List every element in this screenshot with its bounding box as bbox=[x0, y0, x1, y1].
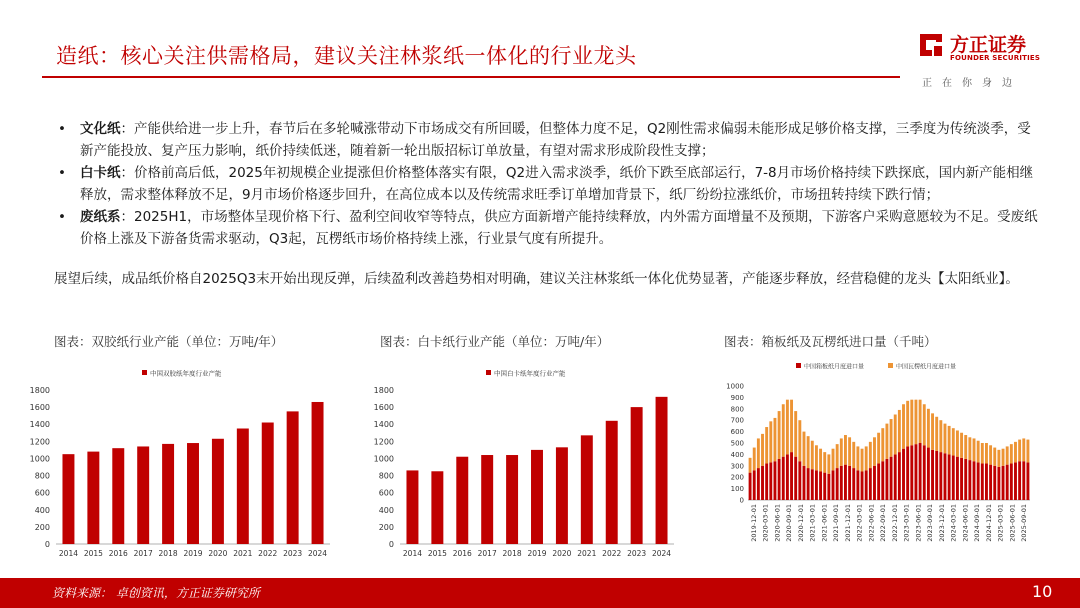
bar-corrugated-46 bbox=[939, 420, 942, 452]
bar-boxboard-32 bbox=[881, 461, 884, 500]
x-tick-label: 2022-06-01 bbox=[867, 504, 876, 542]
bar-corrugated-56 bbox=[981, 443, 984, 464]
x-tick-label: 2022-12-01 bbox=[890, 504, 899, 542]
chart-baikazhi-capacity bbox=[366, 352, 686, 568]
bar-corrugated-23 bbox=[844, 435, 847, 465]
y-tick-label: 1600 bbox=[29, 403, 50, 413]
y-tick-label: 800 bbox=[378, 471, 394, 481]
bar-boxboard-13 bbox=[803, 466, 806, 500]
y-tick-label: 1000 bbox=[29, 454, 50, 464]
bar-2014 bbox=[62, 454, 74, 544]
y-tick-label: 1800 bbox=[29, 386, 50, 395]
bar-corrugated-55 bbox=[977, 441, 980, 463]
chart-containerboard-imports bbox=[716, 352, 1036, 568]
y-tick-label: 300 bbox=[730, 462, 744, 471]
bar-2021 bbox=[237, 429, 249, 545]
bar-corrugated-14 bbox=[807, 436, 810, 468]
x-tick-label: 2020-09-01 bbox=[785, 504, 794, 542]
legend-swatch bbox=[888, 363, 893, 368]
bar-corrugated-44 bbox=[931, 413, 934, 449]
bar-corrugated-53 bbox=[968, 437, 971, 460]
bar-boxboard-4 bbox=[765, 464, 768, 500]
y-tick-label: 1200 bbox=[373, 437, 394, 447]
bullet-label: 废纸系 bbox=[80, 209, 121, 225]
bar-2015 bbox=[87, 452, 99, 544]
x-tick-label: 2019 bbox=[183, 549, 203, 558]
figure-caption-2: 图表：白卡纸行业产能（单位：万吨/年） bbox=[380, 334, 610, 349]
y-tick-label: 0 bbox=[44, 540, 50, 549]
y-tick-label: 200 bbox=[378, 522, 394, 532]
bar-2023 bbox=[287, 411, 299, 544]
bullet-baikazhi bbox=[54, 162, 1044, 206]
bar-corrugated-37 bbox=[902, 404, 905, 448]
x-tick-label: 2017 bbox=[133, 549, 153, 558]
bar-boxboard-37 bbox=[902, 449, 905, 500]
page-title: 造纸：核心关注供需格局，建议关注林浆纸一体化的行业龙头 bbox=[56, 44, 637, 68]
bar-2024 bbox=[312, 402, 324, 544]
bullet-text: 2025H1，市场整体呈现价格下行、盈利空间收窄等特点，供应方面新增产能持续释放，内外需方面增量不及预期，下游客户采购意愿较为不足。受废纸价格上涨及下游备货需求驱动，Q3起，瓦楞纸市场价格持续上涨，行业景气度有所提升。 bbox=[80, 209, 1038, 247]
bar-corrugated-13 bbox=[803, 432, 806, 466]
y-tick-label: 400 bbox=[34, 505, 50, 515]
bar-corrugated-18 bbox=[823, 452, 826, 473]
y-tick-label: 0 bbox=[739, 496, 744, 505]
x-tick-label: 2022-03-01 bbox=[855, 504, 864, 542]
x-tick-label: 2016 bbox=[108, 549, 128, 558]
bullet-sep: ： bbox=[120, 209, 134, 225]
bar-corrugated-21 bbox=[836, 444, 839, 468]
x-tick-label: 2017 bbox=[477, 549, 497, 558]
bar-corrugated-66 bbox=[1022, 438, 1025, 461]
bar-boxboard-14 bbox=[807, 468, 810, 500]
bar-corrugated-3 bbox=[761, 434, 764, 466]
bar-boxboard-16 bbox=[815, 470, 818, 500]
y-tick-label: 100 bbox=[730, 485, 744, 494]
bar-corrugated-29 bbox=[869, 442, 872, 468]
y-tick-label: 1000 bbox=[373, 454, 394, 464]
bar-corrugated-27 bbox=[861, 449, 864, 472]
x-tick-label: 2024 bbox=[307, 549, 328, 558]
y-tick-label: 600 bbox=[730, 428, 744, 437]
bar-boxboard-7 bbox=[778, 459, 781, 500]
legend-swatch bbox=[796, 363, 801, 368]
bar-boxboard-44 bbox=[931, 450, 934, 500]
x-tick-label: 2023-12-01 bbox=[937, 504, 946, 542]
bar-boxboard-42 bbox=[923, 445, 926, 500]
bullet-sep: ： bbox=[120, 121, 134, 137]
bar-corrugated-8 bbox=[782, 404, 785, 456]
bar-boxboard-39 bbox=[910, 445, 913, 500]
x-tick-label: 2025-03-01 bbox=[996, 504, 1005, 542]
x-tick-label: 2021-06-01 bbox=[820, 504, 829, 542]
bar-corrugated-61 bbox=[1002, 449, 1005, 466]
x-tick-label: 2014 bbox=[402, 549, 423, 558]
bar-2024 bbox=[656, 397, 668, 544]
bar-boxboard-19 bbox=[827, 474, 830, 500]
x-tick-label: 2020 bbox=[208, 549, 228, 558]
bar-corrugated-17 bbox=[819, 449, 822, 472]
title-rule bbox=[42, 76, 900, 78]
bar-boxboard-50 bbox=[956, 457, 959, 500]
x-tick-label: 2025-06-01 bbox=[1008, 504, 1017, 542]
bar-boxboard-23 bbox=[844, 465, 847, 500]
bar-2017 bbox=[137, 446, 149, 544]
x-tick-label: 2020-12-01 bbox=[796, 504, 805, 542]
bar-boxboard-21 bbox=[836, 468, 839, 500]
bullet-dot: • bbox=[58, 121, 66, 137]
bar-boxboard-41 bbox=[919, 443, 922, 500]
y-tick-label: 400 bbox=[378, 505, 394, 515]
figure-caption-3: 图表：箱板纸及瓦楞纸进口量（千吨） bbox=[724, 334, 937, 349]
x-tick-label: 2023-06-01 bbox=[914, 504, 923, 542]
x-tick-label: 2023-03-01 bbox=[902, 504, 911, 542]
x-tick-label: 2024-06-01 bbox=[961, 504, 970, 542]
bar-boxboard-62 bbox=[1006, 465, 1009, 500]
bar-2015 bbox=[431, 471, 443, 544]
x-tick-label: 2020-06-01 bbox=[773, 504, 782, 542]
bar-corrugated-15 bbox=[811, 441, 814, 470]
bar-corrugated-1 bbox=[753, 448, 756, 471]
bar-boxboard-33 bbox=[885, 459, 888, 500]
bar-corrugated-65 bbox=[1018, 440, 1021, 462]
bar-2023 bbox=[631, 407, 643, 544]
x-tick-label: 2019-12-01 bbox=[749, 504, 758, 542]
x-tick-label: 2021-09-01 bbox=[832, 504, 841, 542]
bar-boxboard-38 bbox=[906, 446, 909, 500]
bar-boxboard-26 bbox=[856, 470, 859, 500]
bar-corrugated-60 bbox=[997, 450, 1000, 467]
bar-boxboard-59 bbox=[993, 466, 996, 500]
bar-corrugated-57 bbox=[985, 443, 988, 464]
x-tick-label: 2020-03-01 bbox=[761, 504, 770, 542]
bullet-label: 白卡纸 bbox=[80, 165, 121, 181]
bar-corrugated-43 bbox=[927, 409, 930, 448]
bar-boxboard-31 bbox=[877, 464, 880, 500]
bullet-list bbox=[54, 118, 1044, 250]
bar-boxboard-34 bbox=[890, 457, 893, 500]
bar-corrugated-59 bbox=[993, 448, 996, 466]
outlook-paragraph: 展望后续，成品纸价格自2025Q3末开始出现反弹，后续盈利改善趋势相对明确，建议关注林浆纸一体化优势显著，产能逐步释放，经营稳健的龙头【太阳纸业】。 bbox=[54, 271, 1019, 287]
bar-boxboard-0 bbox=[749, 473, 752, 500]
bar-corrugated-22 bbox=[840, 438, 843, 465]
bar-boxboard-46 bbox=[939, 452, 942, 500]
bar-boxboard-48 bbox=[948, 454, 951, 500]
bar-corrugated-28 bbox=[865, 446, 868, 470]
bar-boxboard-5 bbox=[769, 462, 772, 500]
x-tick-label: 2022 bbox=[602, 549, 622, 558]
bullet-text: 产能供给进一步上升，春节后在多轮喊涨带动下市场成交有所回暖，但整体力度不足，Q2刚性需求偏弱未能形成足够价格支撑，三季度为传统淡季，受新产能投放、复产压力影响，纸价持续低迷，随着新一轮出版招标订单放量，有望对需求形成阶段性支撑； bbox=[80, 121, 1031, 159]
y-tick-label: 800 bbox=[730, 405, 744, 414]
bar-corrugated-33 bbox=[885, 424, 888, 459]
x-tick-label: 2024 bbox=[651, 549, 672, 558]
bar-corrugated-34 bbox=[890, 419, 893, 457]
bar-boxboard-64 bbox=[1014, 462, 1017, 500]
bar-boxboard-56 bbox=[981, 464, 984, 500]
x-tick-label: 2018 bbox=[502, 549, 522, 558]
bar-boxboard-55 bbox=[977, 462, 980, 500]
bar-boxboard-20 bbox=[832, 470, 835, 500]
bar-boxboard-11 bbox=[794, 457, 797, 500]
x-tick-label: 2021 bbox=[233, 549, 253, 558]
company-logo bbox=[918, 30, 1058, 89]
y-tick-label: 200 bbox=[730, 473, 744, 482]
bar-2014 bbox=[406, 470, 418, 544]
bar-corrugated-36 bbox=[898, 410, 901, 452]
logo-mark-icon bbox=[918, 32, 944, 58]
x-tick-label: 2025-09-01 bbox=[1020, 504, 1029, 542]
y-tick-label: 700 bbox=[730, 416, 744, 425]
x-tick-label: 2023 bbox=[627, 549, 647, 558]
x-tick-label: 2014 bbox=[58, 549, 79, 558]
bar-boxboard-49 bbox=[952, 456, 955, 500]
bar-corrugated-7 bbox=[778, 411, 781, 459]
x-tick-label: 2018 bbox=[158, 549, 178, 558]
logo-slogan: 正在你身边 bbox=[922, 78, 1022, 89]
bar-boxboard-15 bbox=[811, 469, 814, 500]
bar-corrugated-31 bbox=[877, 433, 880, 464]
x-tick-label: 2019 bbox=[527, 549, 547, 558]
bar-corrugated-52 bbox=[964, 435, 967, 459]
x-tick-label: 2021 bbox=[577, 549, 597, 558]
x-tick-label: 2016 bbox=[452, 549, 472, 558]
bar-corrugated-35 bbox=[894, 415, 897, 455]
bar-corrugated-51 bbox=[960, 433, 963, 458]
bar-corrugated-41 bbox=[919, 400, 922, 443]
bar-boxboard-58 bbox=[989, 465, 992, 500]
bar-corrugated-67 bbox=[1026, 440, 1029, 463]
bullet-sep: ： bbox=[120, 165, 134, 181]
bar-corrugated-24 bbox=[848, 437, 851, 466]
bar-boxboard-10 bbox=[790, 452, 793, 500]
y-tick-label: 1800 bbox=[373, 386, 394, 395]
bar-corrugated-12 bbox=[798, 420, 801, 461]
bar-corrugated-5 bbox=[769, 421, 772, 462]
legend-label: 中国双胶纸年度行业产能 bbox=[150, 369, 222, 378]
y-tick-label: 1400 bbox=[29, 420, 50, 430]
bullet-dot: • bbox=[58, 209, 66, 225]
bar-boxboard-6 bbox=[774, 461, 777, 500]
bar-boxboard-22 bbox=[840, 466, 843, 500]
bar-corrugated-48 bbox=[948, 426, 951, 455]
bar-boxboard-25 bbox=[852, 468, 855, 500]
bar-boxboard-61 bbox=[1002, 466, 1005, 500]
bar-2018 bbox=[506, 455, 518, 544]
x-tick-label: 2015 bbox=[427, 549, 447, 558]
bar-boxboard-24 bbox=[848, 466, 851, 500]
bar-boxboard-40 bbox=[915, 444, 918, 500]
bar-2019 bbox=[531, 450, 543, 544]
x-tick-label: 2021-12-01 bbox=[843, 504, 852, 542]
bar-2021 bbox=[581, 435, 593, 544]
bar-boxboard-8 bbox=[782, 457, 785, 500]
bar-corrugated-6 bbox=[774, 418, 777, 461]
x-tick-label: 2023-09-01 bbox=[926, 504, 935, 542]
bar-boxboard-47 bbox=[944, 453, 947, 500]
bar-corrugated-30 bbox=[873, 437, 876, 466]
bar-corrugated-19 bbox=[827, 454, 830, 473]
bullet-dot: • bbox=[58, 165, 66, 181]
bar-corrugated-16 bbox=[815, 445, 818, 470]
y-tick-label: 200 bbox=[34, 522, 50, 532]
bar-boxboard-29 bbox=[869, 468, 872, 500]
bar-boxboard-9 bbox=[786, 454, 789, 500]
bar-boxboard-36 bbox=[898, 452, 901, 500]
x-tick-label: 2024-09-01 bbox=[973, 504, 982, 542]
bar-boxboard-60 bbox=[997, 467, 1000, 500]
legend-label: 中国箱板纸月度进口量 bbox=[804, 363, 865, 371]
bar-corrugated-26 bbox=[856, 446, 859, 470]
bar-boxboard-27 bbox=[861, 472, 864, 501]
bullet-text: 价格前高后低，2025年初规模企业提涨但价格整体落实有限，Q2进入需求淡季，纸价下跌至底部运行，7-8月市场价格持续下跌探底，国内新产能相继释放，需求整体释放不足，9月市场价格逐步回升，在高位成本以及传统需求旺季订单增加背景下，纸厂纷纷拉涨纸价，市场扭转持续下跌行情； bbox=[80, 165, 1034, 203]
bar-corrugated-4 bbox=[765, 427, 768, 463]
bar-boxboard-63 bbox=[1010, 464, 1013, 500]
bar-boxboard-51 bbox=[960, 458, 963, 500]
bar-corrugated-50 bbox=[956, 430, 959, 456]
bar-boxboard-67 bbox=[1026, 462, 1029, 500]
bar-boxboard-2 bbox=[757, 468, 760, 500]
figure-caption-1: 图表：双胶纸行业产能（单位：万吨/年） bbox=[54, 334, 284, 349]
bar-boxboard-18 bbox=[823, 473, 826, 500]
bar-2022 bbox=[262, 423, 274, 544]
bar-corrugated-0 bbox=[749, 458, 752, 473]
bar-corrugated-64 bbox=[1014, 442, 1017, 463]
bar-corrugated-2 bbox=[757, 438, 760, 468]
bar-corrugated-20 bbox=[832, 449, 835, 471]
x-tick-label: 2021-03-01 bbox=[808, 504, 817, 542]
bar-corrugated-54 bbox=[973, 438, 976, 461]
bar-boxboard-66 bbox=[1022, 461, 1025, 500]
bar-corrugated-25 bbox=[852, 442, 855, 468]
bar-corrugated-42 bbox=[923, 404, 926, 445]
x-tick-label: 2022-09-01 bbox=[879, 504, 888, 542]
y-tick-label: 800 bbox=[34, 471, 50, 481]
logo-en: FOUNDER SECURITIES bbox=[950, 54, 1041, 62]
bar-corrugated-45 bbox=[935, 417, 938, 451]
bar-boxboard-54 bbox=[973, 461, 976, 500]
x-tick-label: 2024-03-01 bbox=[949, 504, 958, 542]
bar-2017 bbox=[481, 455, 493, 544]
bullet-wenhuazhi bbox=[54, 118, 1044, 162]
y-tick-label: 400 bbox=[730, 450, 744, 459]
bar-2020 bbox=[212, 439, 224, 544]
bar-corrugated-49 bbox=[952, 428, 955, 455]
y-tick-label: 1600 bbox=[373, 403, 394, 413]
bar-boxboard-12 bbox=[798, 461, 801, 500]
y-tick-label: 0 bbox=[388, 540, 394, 549]
chart-shuangjiaozhi-capacity bbox=[22, 352, 342, 568]
bullet-feizhixi bbox=[54, 206, 1044, 250]
bar-2019 bbox=[187, 443, 199, 544]
bar-corrugated-39 bbox=[910, 400, 913, 446]
bar-2018 bbox=[162, 444, 174, 544]
legend-swatch bbox=[486, 370, 491, 375]
y-tick-label: 600 bbox=[34, 488, 50, 498]
bar-boxboard-35 bbox=[894, 454, 897, 500]
bar-boxboard-65 bbox=[1018, 461, 1021, 500]
bar-corrugated-11 bbox=[794, 411, 797, 457]
bar-boxboard-1 bbox=[753, 470, 756, 500]
bar-corrugated-32 bbox=[881, 428, 884, 461]
y-tick-label: 1400 bbox=[373, 420, 394, 430]
logo-cn: 方正证券 bbox=[950, 34, 1027, 56]
bar-boxboard-3 bbox=[761, 466, 764, 500]
bar-corrugated-58 bbox=[989, 445, 992, 464]
bullet-label: 文化纸 bbox=[80, 121, 121, 137]
bar-boxboard-57 bbox=[985, 464, 988, 500]
bar-boxboard-28 bbox=[865, 470, 868, 500]
x-tick-label: 2020 bbox=[552, 549, 572, 558]
bar-boxboard-53 bbox=[968, 460, 971, 500]
bar-corrugated-47 bbox=[944, 424, 947, 454]
bar-boxboard-43 bbox=[927, 448, 930, 500]
x-tick-label: 2023 bbox=[283, 549, 303, 558]
bar-corrugated-40 bbox=[915, 400, 918, 444]
x-tick-label: 2024-12-01 bbox=[984, 504, 993, 542]
bar-corrugated-63 bbox=[1010, 444, 1013, 463]
y-tick-label: 1000 bbox=[726, 382, 744, 391]
bar-boxboard-17 bbox=[819, 472, 822, 501]
bar-corrugated-9 bbox=[786, 400, 789, 455]
y-tick-label: 500 bbox=[730, 439, 744, 448]
legend-label: 中国白卡纸年度行业产能 bbox=[494, 369, 566, 378]
bar-corrugated-10 bbox=[790, 400, 793, 452]
bar-corrugated-38 bbox=[906, 401, 909, 447]
bar-2020 bbox=[556, 447, 568, 544]
legend-swatch bbox=[142, 370, 147, 375]
bar-2016 bbox=[456, 457, 468, 544]
x-tick-label: 2022 bbox=[258, 549, 278, 558]
bar-boxboard-52 bbox=[964, 459, 967, 500]
page-number: 10 bbox=[1032, 582, 1053, 601]
x-tick-label: 2015 bbox=[83, 549, 103, 558]
slide-header bbox=[0, 0, 1080, 92]
y-tick-label: 600 bbox=[378, 488, 394, 498]
bar-corrugated-62 bbox=[1006, 446, 1009, 464]
bar-2022 bbox=[606, 421, 618, 544]
bar-boxboard-30 bbox=[873, 466, 876, 500]
legend-label: 中国瓦楞纸月度进口量 bbox=[896, 363, 957, 371]
y-tick-label: 1200 bbox=[29, 437, 50, 447]
bar-boxboard-45 bbox=[935, 451, 938, 500]
bar-2016 bbox=[112, 448, 124, 544]
footer-source: 资料来源： 卓创资讯，方正证券研究所 bbox=[52, 586, 260, 600]
y-tick-label: 900 bbox=[730, 393, 744, 402]
